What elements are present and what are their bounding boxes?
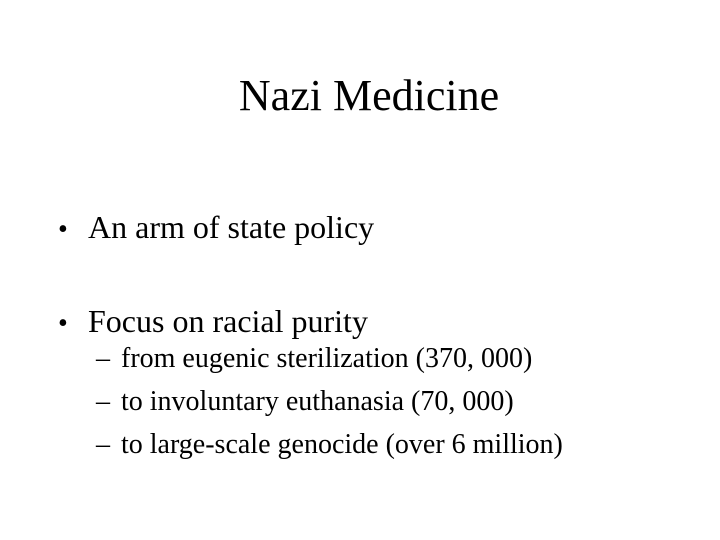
sub-bullet-text: to involuntary euthanasia (70, 000) [121,386,514,417]
bullet-text: Focus on racial purity [88,303,368,339]
slide-title [0,70,720,122]
sub-bullet-text: to large-scale genocide (over 6 million) [121,429,563,460]
bullet-marker: • [58,308,68,339]
sub-bullet-item [96,385,514,419]
slide-title-text: Nazi Medicine [238,71,500,120]
bullet-item [58,302,368,343]
sub-bullet-marker: – [96,386,110,417]
bullet-item [58,208,374,249]
sub-bullet-marker: – [96,343,110,374]
bullet-text: An arm of state policy [88,209,375,245]
sub-bullet-item [96,428,563,462]
bullet-marker: • [58,214,68,245]
sub-bullet-text: from eugenic sterilization (370, 000) [121,343,533,374]
sub-bullet-item [96,342,532,376]
sub-bullet-marker: – [96,429,110,460]
